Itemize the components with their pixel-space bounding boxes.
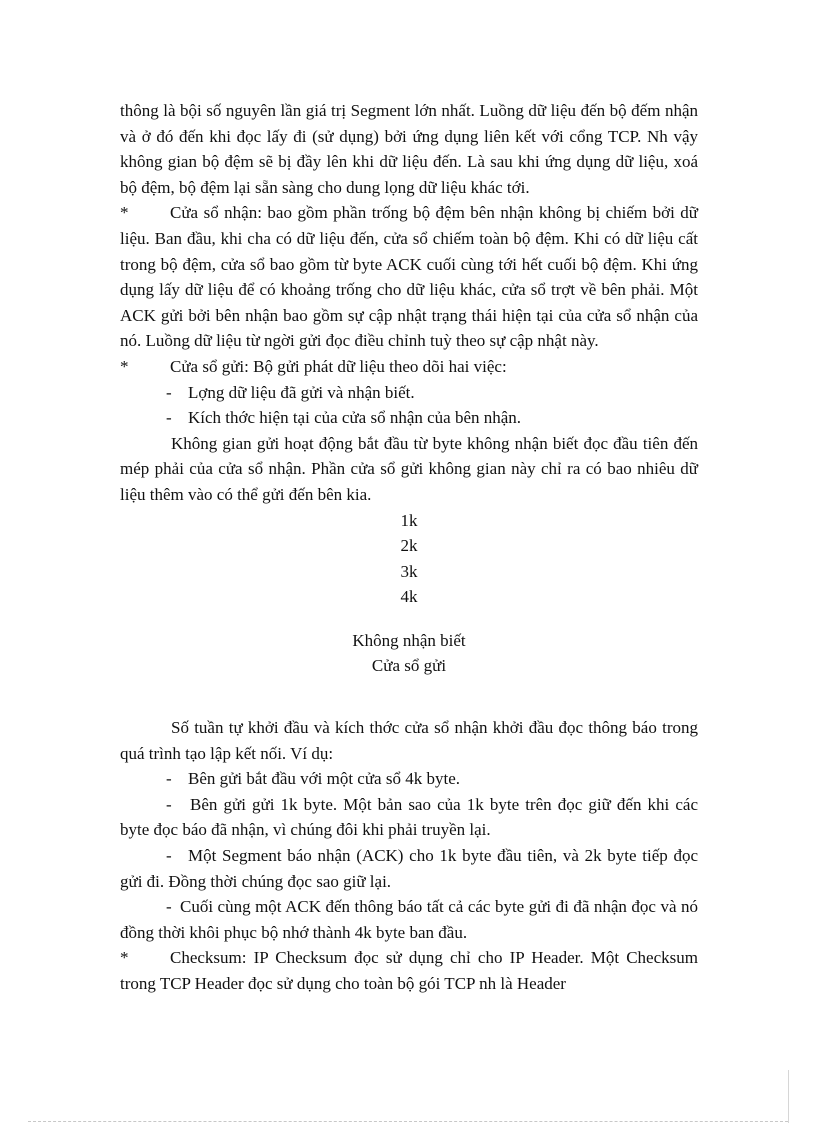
dash-mark: - (166, 408, 172, 428)
dash-item-window-size (120, 405, 698, 431)
bullet-send-window (120, 354, 698, 380)
bullet-text: Cửa sổ gửi: Bộ gửi phát dữ liệu theo dõi hai việc: (170, 356, 507, 376)
example-item-3 (120, 843, 698, 894)
page-corner-line (788, 1070, 789, 1123)
figure-label-2k: 2k (400, 536, 418, 556)
spacer (120, 610, 698, 628)
dash-mark: - (166, 897, 172, 917)
bullet-mark: * (120, 356, 129, 376)
dash-text: Cuối cùng một ACK đến thông báo tất cả các byte gửi đi đã nhận đọc và nó đồng thời khôi phục bộ nhớ thành 4k byte ban đầu. (120, 897, 698, 942)
dash-mark: - (166, 382, 172, 402)
bullet-mark: * (120, 948, 129, 968)
example-item-1 (120, 766, 698, 792)
figure-caption-unacknowledged: Không nhận biết (352, 630, 466, 650)
bullet-mark: * (120, 203, 129, 223)
bullet-checksum (120, 945, 698, 996)
bullet-text: Checksum: IP Checksum đọc sử dụng chỉ cho IP Header. Một Checksum trong TCP Header đọc sử dụng cho toàn bộ gói TCP nh là Header (120, 948, 698, 993)
dash-mark: - (166, 769, 172, 789)
dash-text: Bên gửi bắt đầu với một cửa sổ 4k byte. (188, 769, 460, 789)
dash-text: Lợng dữ liệu đã gửi và nhận biết. (188, 382, 415, 402)
paragraph-send-space: Không gian gửi hoạt động bắt đầu từ byte không nhận biết đọc đầu tiên đến mép phải của cửa sổ nhận. Phần cửa sổ gửi không gian này chỉ ra có bao nhiêu dữ liệu thêm vào có thể gửi đến bên kia. (120, 433, 698, 504)
dash-item-sent-data (120, 380, 698, 406)
page-bottom-rule (28, 1121, 788, 1122)
dash-mark: - (166, 794, 172, 814)
figure-label-3k: 3k (400, 561, 418, 581)
bullet-text: Cửa sổ nhận: bao gồm phần trống bộ đệm bên nhận không bị chiếm bởi dữ liệu. Ban đầu, khi cha có dữ liệu đến, cửa sổ chiếm toàn bộ đệm. Khi có dữ liệu cất trong bộ đệm, cửa sổ bao gồm từ byte ACK cuối cùng tới hết cuối bộ đệm. Khi ứng dụng lấy dữ liệu để có khoảng trống cho dữ liệu khác, cửa sổ trợt về bên phải. Một ACK gửi bởi bên nhận bao gồm sự cập nhật trạng thái hiện tại của cửa sổ nhận của nó. Luồng dữ liệu từ ngời gửi đọc điều chỉnh tuỳ theo sự cập nhật này. (120, 203, 698, 351)
figure-label-4k: 4k (400, 587, 418, 607)
bullet-receive-window (120, 200, 698, 354)
spacer (120, 679, 698, 715)
dash-text: Bên gửi gửi 1k byte. Một bản sao của 1k byte trên đọc giữ đến khi các byte đọc báo đã nhận, vì chúng đôi khi phải truyền lại. (120, 794, 698, 840)
figure-caption-send-window: Cửa sổ gửi (371, 656, 447, 676)
example-item-2 (120, 792, 698, 843)
figure-label-1k: 1k (400, 510, 418, 530)
dash-mark: - (166, 846, 172, 866)
page-body (120, 98, 698, 997)
paragraph-buffer: thông là bội số nguyên lần giá trị Segment lớn nhất. Luồng dữ liệu đến bộ đếm nhận và ở đó đến khi đọc lấy đi (sử dụng) bởi ứng dụng liên kết với cổng TCP. Nh vậy không gian bộ đệm sẽ bị đầy lên khi dữ liệu đến. Là sau khi ứng dụng dữ liệu, xoá bộ đệm, bộ đệm lại sẵn sàng cho dung lọng dữ liệu khác tới. (120, 101, 698, 197)
dash-text: Kích thớc hiện tại của cửa sổ nhận của bên nhận. (188, 408, 522, 428)
paragraph-sequence-number: Số tuần tự khởi đầu và kích thớc cửa sổ nhận khởi đầu đọc thông báo trong quá trình tạo lập kết nối. Ví dụ: (120, 718, 698, 763)
example-item-4 (120, 894, 698, 945)
dash-text: Một Segment báo nhận (ACK) cho 1k byte đầu tiên, và 2k byte tiếp đọc gửi đi. Đồng thời chúng đọc sao giữ lại. (120, 846, 698, 891)
